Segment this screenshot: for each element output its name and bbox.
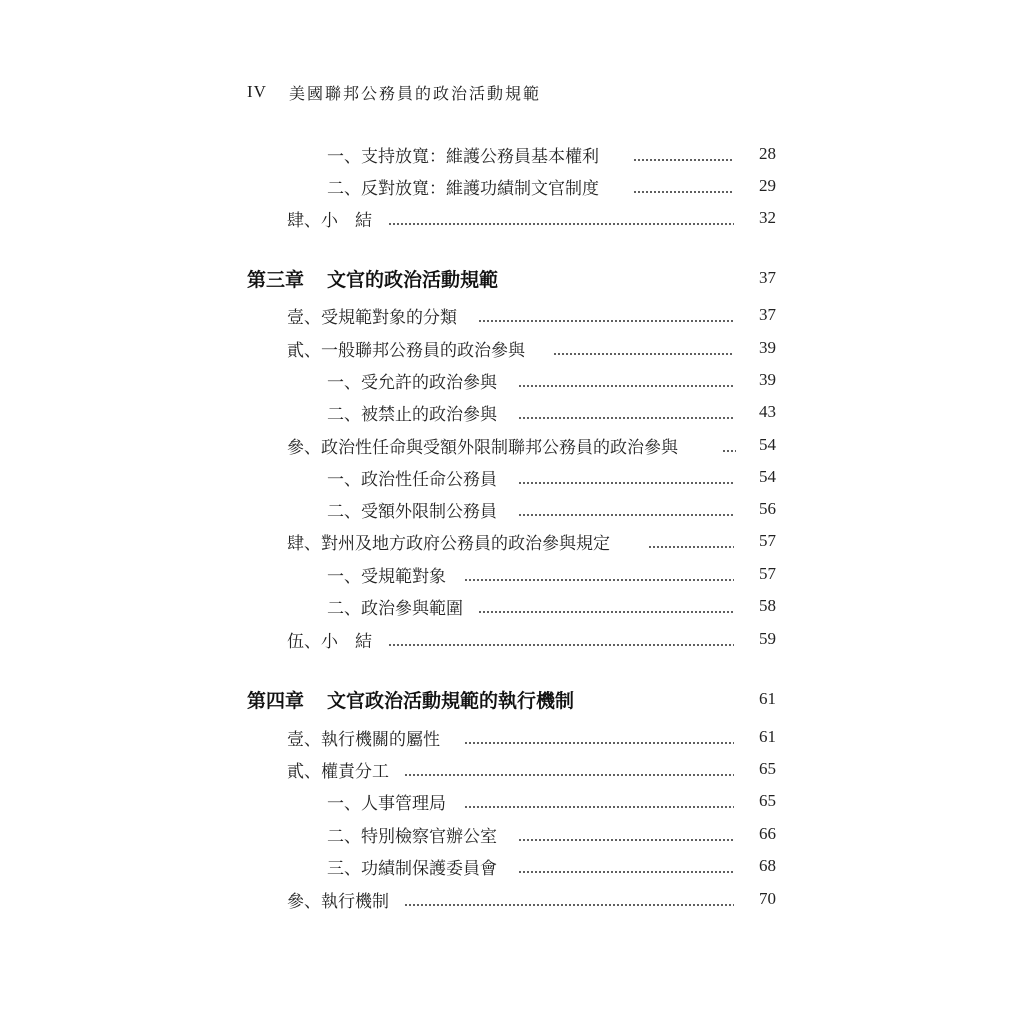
toc-entry-page: 58: [759, 596, 776, 615]
toc-entry-label: 三、功績制保護委員會: [327, 858, 497, 879]
dot-leader: [478, 320, 734, 322]
toc-entry-label: 參、政治性任命與受額外限制聯邦公務員的政治參與: [287, 437, 678, 458]
toc-entry-label: 二、受額外限制公務員: [327, 501, 497, 522]
toc-entry: [0, 300, 1024, 330]
toc-entry: [0, 462, 1024, 492]
dot-leader: [722, 450, 736, 452]
toc-entry-page: 70: [759, 889, 776, 908]
toc-entry-page: 65: [759, 791, 776, 810]
dot-leader: [518, 385, 734, 387]
toc-entry-page: 39: [759, 370, 776, 389]
toc-entry-page: 68: [759, 856, 776, 875]
book-title: 美國聯邦公務員的政治活動規範: [289, 83, 542, 103]
dot-leader: [633, 159, 734, 161]
toc-entry-page: 66: [759, 824, 776, 843]
toc-entry-label: 參、執行機制: [287, 891, 389, 912]
toc-entry: [0, 851, 1024, 881]
dot-leader: [464, 742, 734, 744]
toc-entry-label: 肆、對州及地方政府公務員的政治參與規定: [287, 533, 610, 554]
toc-entry-page: 57: [759, 564, 776, 583]
toc-entry-label: 一、受規範對象: [327, 566, 446, 587]
toc-entry: [0, 722, 1024, 752]
toc-entry: [0, 786, 1024, 816]
toc-entry-page: 29: [759, 176, 776, 195]
toc-entry-page: 59: [759, 629, 776, 648]
toc-entry-page: 39: [759, 338, 776, 357]
chapter-page: 61: [759, 689, 776, 708]
chapter-heading: [0, 684, 1024, 714]
toc-entry-page: 28: [759, 144, 776, 163]
dot-leader: [404, 904, 734, 906]
dot-leader: [518, 482, 734, 484]
chapter-title: 文官的政治活動規範: [327, 268, 499, 291]
toc-entry: [0, 365, 1024, 395]
chapter-title: 文官政治活動規範的執行機制: [327, 689, 575, 712]
dot-leader: [478, 611, 734, 613]
toc-entry-label: 貳、權責分工: [287, 761, 389, 782]
toc-entry: [0, 591, 1024, 621]
dot-leader: [388, 223, 734, 225]
toc-entry: [0, 624, 1024, 654]
toc-entry-label: 一、支持放寬：維護公務員基本權利: [327, 146, 599, 167]
dot-leader: [388, 644, 734, 646]
dot-leader: [518, 871, 734, 873]
toc-entry-page: 43: [759, 402, 776, 421]
toc-entry: [0, 171, 1024, 201]
toc-entry-page: 56: [759, 499, 776, 518]
toc-entry-page: 57: [759, 531, 776, 550]
chapter-heading: [0, 263, 1024, 293]
chapter-number: 第四章: [247, 689, 305, 712]
toc-entry-label: 壹、受規範對象的分類: [287, 307, 457, 328]
dot-leader: [518, 839, 734, 841]
dot-leader: [648, 546, 734, 548]
toc-entry-page: 54: [759, 467, 776, 486]
chapter-number: 第三章: [247, 268, 305, 291]
page-folio: IV: [247, 82, 267, 101]
toc-entry: [0, 559, 1024, 589]
dot-leader: [404, 774, 734, 776]
dot-leader: [633, 191, 734, 193]
toc-entry-label: 二、政治參與範圍: [327, 598, 463, 619]
dot-leader: [518, 514, 734, 516]
dot-leader: [464, 579, 734, 581]
toc-entry: [0, 526, 1024, 556]
toc-entry-label: 壹、執行機關的屬性: [287, 729, 440, 750]
toc-entry: [0, 203, 1024, 233]
toc-entry-label: 二、特別檢察官辦公室: [327, 826, 497, 847]
toc-entry-page: 54: [759, 435, 776, 454]
dot-leader: [464, 806, 734, 808]
toc-entry-page: 32: [759, 208, 776, 227]
toc-entry-page: 37: [759, 305, 776, 324]
toc-entry-label: 二、被禁止的政治參與: [327, 404, 497, 425]
chapter-page: 37: [759, 268, 776, 287]
toc-entry: [0, 819, 1024, 849]
toc-entry-label: 一、政治性任命公務員: [327, 469, 497, 490]
toc-entry: [0, 754, 1024, 784]
toc-entry: [0, 494, 1024, 524]
toc-entry-label: 一、受允許的政治參與: [327, 372, 497, 393]
toc-entry: [0, 397, 1024, 427]
toc-entry-label: 一、人事管理局: [327, 793, 446, 814]
toc-entry-label: 肆、小 結: [287, 210, 372, 231]
toc-entry-page: 61: [759, 727, 776, 746]
toc-entry-label: 二、反對放寬：維護功績制文官制度: [327, 178, 599, 199]
toc-entry: [0, 884, 1024, 914]
toc-entry-page: 65: [759, 759, 776, 778]
toc-entry: [0, 333, 1024, 363]
toc-entry: [0, 430, 1024, 460]
toc-entry-label: 貳、一般聯邦公務員的政治參與: [287, 340, 525, 361]
toc-entry: [0, 139, 1024, 169]
dot-leader: [553, 353, 734, 355]
toc-entry-label: 伍、小 結: [287, 631, 372, 652]
dot-leader: [518, 417, 734, 419]
